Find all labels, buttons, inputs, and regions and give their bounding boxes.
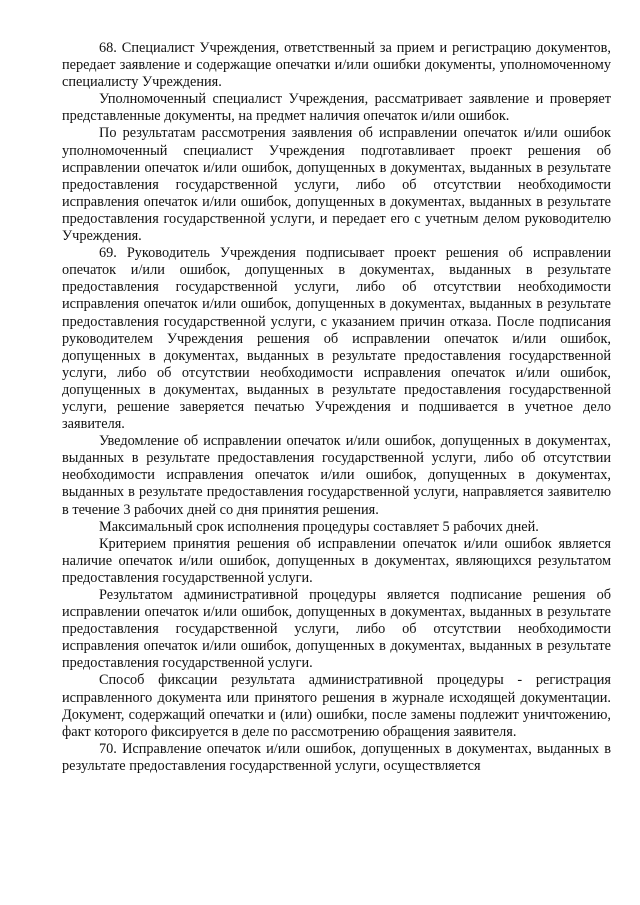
paragraph-criterion: Критерием принятия решения об исправлении опечаток и/или ошибок является наличие опечаток и/или ошибок, допущенных в документах, являющихся результатом предоставления государственной услуги. xyxy=(62,535,611,586)
paragraph-review: Уполномоченный специалист Учреждения, рассматривает заявление и проверяет представленные документы, на предмет наличия опечаток и/или ошибок. xyxy=(62,91,611,125)
paragraph-notification: Уведомление об исправлении опечаток и/или ошибок, допущенных в документах, выданных в результате предоставления государственной услуги, либо об отсутствии необходимости исправления опечаток и/или ошибок, допущенных в документах, выданных в результате предоставления государственной услуги, направляется заявителю в течение 3 рабочих дней со дня принятия решения. xyxy=(62,433,611,518)
paragraph-68: 68. Специалист Учреждения, ответственный за прием и регистрацию документов, передает заявление и содержащие опечатки и/или ошибки документы, уполномоченному специалисту Учреждения. xyxy=(62,40,611,91)
paragraph-draft-decision: По результатам рассмотрения заявления об исправлении опечаток и/или ошибок уполномоченный специалист Учреждения подготавливает проект решения об исправлении опечаток и/или ошибок, допущенных в документах, выданных в результате предоставления государственной услуги, либо об отсутствии необходимости исправления опечаток и/или ошибок, допущенных в документах, выданных в результате предоставления государственной услуги, и передает его с учетным делом руководителю Учреждения. xyxy=(62,125,611,245)
paragraph-70: 70. Исправление опечаток и/или ошибок, допущенных в документах, выданных в результате предоставления государственной услуги, осуществляется xyxy=(62,740,611,774)
paragraph-fixation: Способ фиксации результата административной процедуры - регистрация исправленного документа или принятого решения в журнале исходящей документации. Документ, содержащий опечатки и (или) ошибки, после замены подлежит уничтожению, факт которого фиксируется в деле по рассмотрению обращения заявителя. xyxy=(62,672,611,740)
paragraph-69: 69. Руководитель Учреждения подписывает проект решения об исправлении опечаток и/или ошибок, допущенных в документах, выданных в результате предоставления государственной услуги, либо об отсутствии необходимости исправления опечаток и/или ошибок, допущенных в документах, выданных в результате предоставления государственной услуги, с указанием причин отказа. После подписания руководителем Учреждения решения об исправлении опечаток и/или ошибок, допущенных в документах, выданных в результате предоставления государственной услуги, либо об отсутствии необходимости исправления опечаток и/или ошибок, допущенных в документах, выданных в результате предоставления государственной услуги, решение заверяется печатью Учреждения и подшивается в учетное дело заявителя. xyxy=(62,245,611,433)
paragraph-result: Результатом административной процедуры является подписание решения об исправлении опечаток и/или ошибок, допущенных в документах, выданных в результате предоставления государственной услуги, либо об отсутствии необходимости исправления опечаток и/или ошибок, допущенных в документах, выданных в результате предоставления государственной услуги. xyxy=(62,587,611,672)
document-body xyxy=(62,40,611,775)
paragraph-max-term: Максимальный срок исполнения процедуры составляет 5 рабочих дней. xyxy=(99,518,539,535)
